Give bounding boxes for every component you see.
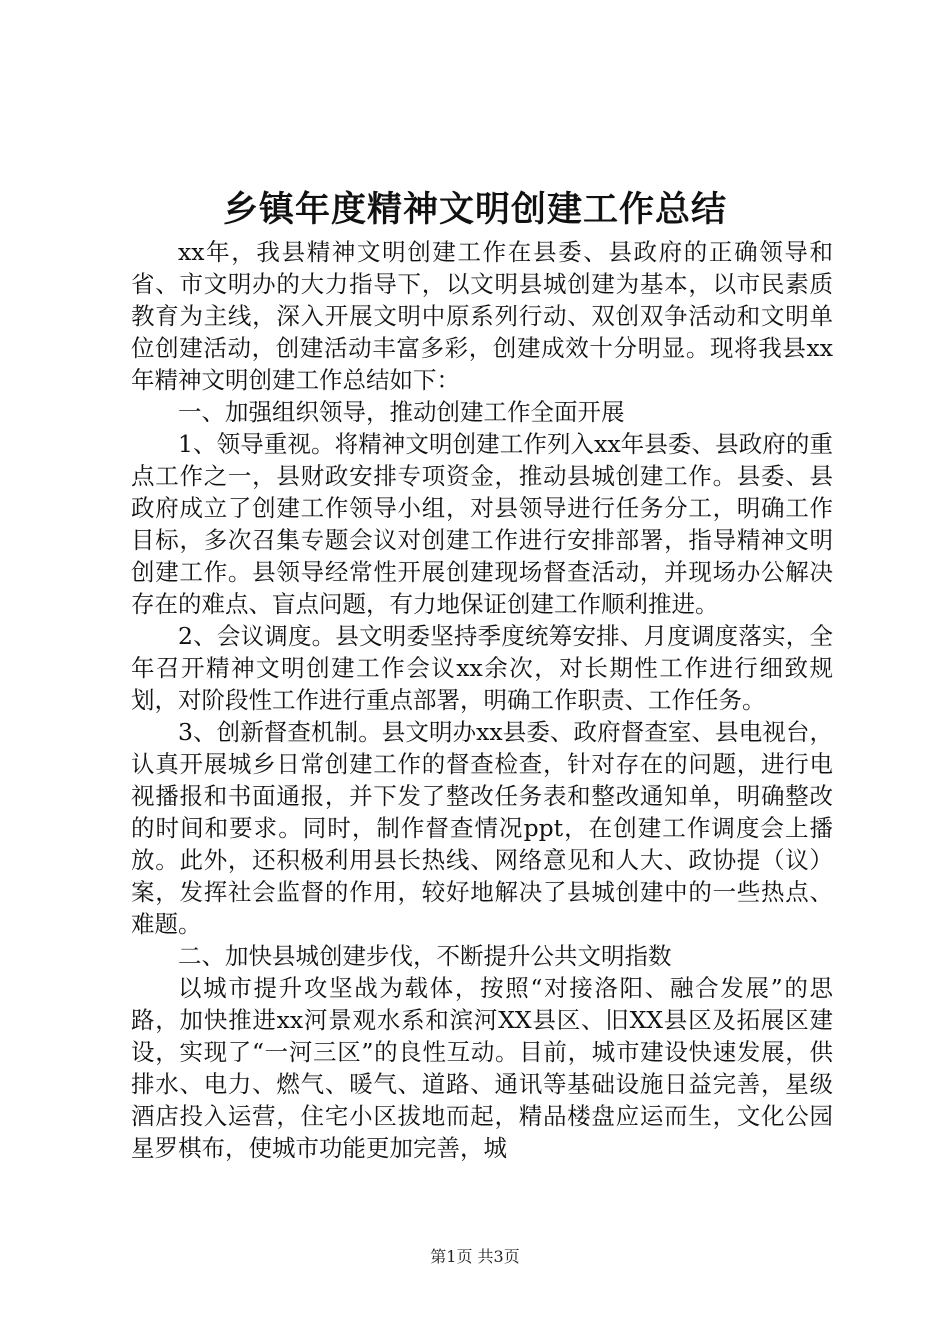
paragraph-intro: xx年，我县精神文明创建工作在县委、县政府的正确领导和省、市文明办的大力指导下，以文明县城创建为基本，以市民素质教育为主线，深入开展文明中原系列行动、双创双争活动和文明单位创建活动，创建活动丰富多彩，创建成效十分明显。现将我县xx年精神文明创建工作总结如下： xyxy=(131,238,833,394)
paragraph-section-2: 以城市提升攻坚战为载体，按照“对接洛阳、融合发展”的思路，加快推进xx河景观水系和滨河XX县区、旧XX县区及拓展区建设，实现了“一河三区”的良性互动。目前，城市建设快速发展，供排水、电力、燃气、暖气、道路、通讯等基础设施日益完善，星级酒店投入运营，住宅小区拔地而起，精品楼盘应运而生，文化公园星罗棋布，使城市功能更加完善，城 xyxy=(131,974,833,1162)
document-title: 乡镇年度精神文明创建工作总结 xyxy=(222,190,727,230)
document-body xyxy=(131,236,833,1164)
paragraph-item-2: 2、会议调度。县文明委坚持季度统筹安排、月度调度落实，全年召开精神文明创建工作会议xx余次，对长期性工作进行细致规划，对阶段性工作进行重点部署，明确工作职责、工作任务。 xyxy=(131,622,833,714)
section-heading-1: 一、加强组织领导，推动创建工作全面开展 xyxy=(178,398,625,426)
page-number-footer: 第1页 共3页 xyxy=(430,1247,520,1266)
paragraph-item-1: 1、领导重视。将精神文明创建工作列入xx年县委、县政府的重点工作之一，县财政安排专项资金，推动县城创建工作。县委、县政府成立了创建工作领导小组，对县领导进行任务分工，明确工作目标，多次召集专题会议对创建工作进行安排部署，指导精神文明创建工作。县领导经常性开展创建现场督查活动，并现场办公解决存在的难点、盲点问题，有力地保证创建工作顺利推进。 xyxy=(131,430,833,618)
section-heading-2: 二、加快县城创建步伐，不断提升公共文明指数 xyxy=(178,942,672,970)
paragraph-item-3: 3、创新督查机制。县文明办xx县委、政府督查室、县电视台，认真开展城乡日常创建工作的督查检查，针对存在的问题，进行电视播报和书面通报，并下发了整改任务表和整改通知单，明确整改的时间和要求。同时，制作督查情况ppt，在创建工作调度会上播放。此外，还积极利用县长热线、网络意见和人大、政协提（议）案，发挥社会监督的作用，较好地解决了县城创建中的一些热点、难题。 xyxy=(131,718,833,938)
